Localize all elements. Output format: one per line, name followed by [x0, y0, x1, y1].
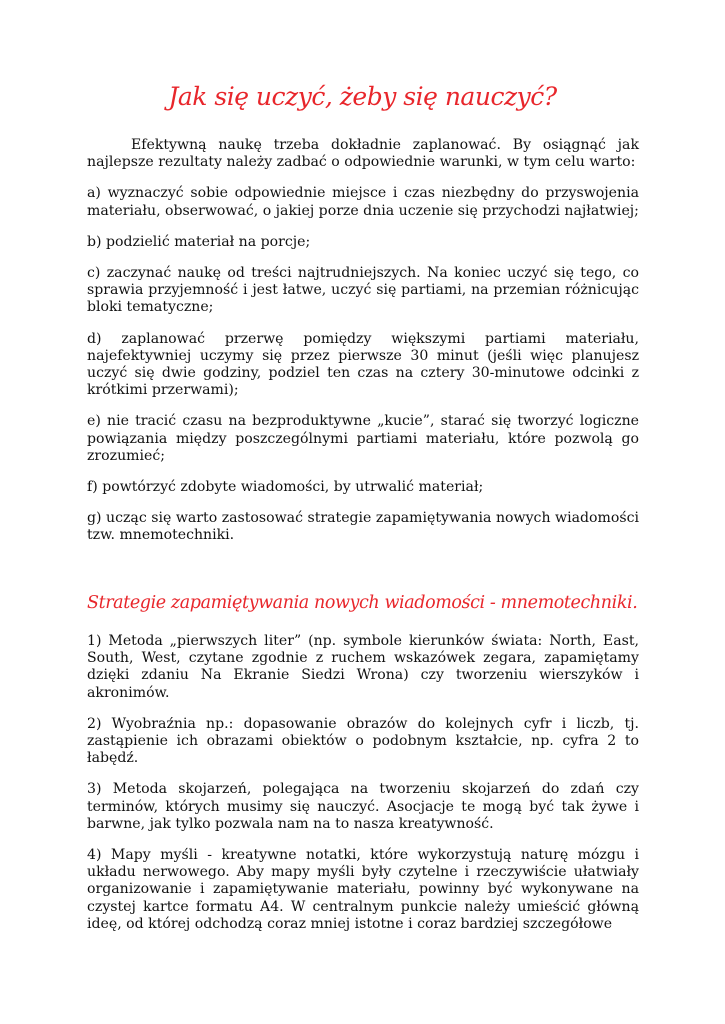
method-item-3: 3) Metoda skojarzeń, polegająca na tworzeniu skojarzeń do zdań czy terminów, których musimy się nauczyć. Asocjacje te mogą być tak żywe i barwne, jak tylko pozwala nam na to nasza kreatywność. [87, 781, 639, 832]
method-item-4: 4) Mapy myśli - kreatywne notatki, które wykorzystują naturę mózgu i układu nerwowego. Aby mapy myśli były czytelne i rzeczywiście ułatwiały organizowanie i zapamiętywanie materiału, powinny być wykonywane na czystej kartce formatu A4. W centralnym punkcie należy umieścić główną ideę, od której odchodzą coraz mniej istotne i coraz bardziej szczegółowe [87, 847, 639, 932]
page-title: Jak się uczyć, żeby się nauczyć? [168, 82, 557, 111]
list-item-a: a) wyznaczyć sobie odpowiednie miejsce i czas niezbędny do przyswojenia materiału, obserwować, o jakiej porze dnia uczenie się przychodzi najłatwiej; [87, 185, 639, 219]
intro-paragraph: Efektywną naukę trzeba dokładnie zaplanować. By osiągnąć jak najlepsze rezultaty należy zadbać o odpowiednie warunki, w tym celu warto: [87, 137, 639, 171]
method-item-1: 1) Metoda „pierwszych liter” (np. symbole kierunków świata: North, East, South, West, czytane zgodnie z ruchem wskazówek zegara, zapamiętamy dzięki zdaniu Na Ekranie Siedzi Wrona) czy tworzeniu wierszyków i akronimów. [87, 633, 639, 701]
list-item-c: c) zaczynać naukę od treści najtrudniejszych. Na koniec uczyć się tego, co sprawia przyjemność i jest łatwe, uczyć się partiami, na przemian różnicując bloki tematyczne; [87, 265, 639, 316]
list-item-e: e) nie tracić czasu na bezproduktywne „kucie”, starać się tworzyć logiczne powiązania między poszczególnymi partiami materiału, które pozwolą go zrozumieć; [87, 413, 639, 464]
methods-section [87, 633, 639, 947]
list-item-d: d) zaplanować przerwę pomiędzy większymi partiami materiału, najefektywniej uczymy się przez pierwsze 30 minut (jeśli więc planujesz uczyć się dwie godziny, podziel ten czas na cztery 30-minutowe odcinki z krótkimi przerwami); [87, 330, 639, 399]
list-item-g: g) ucząc się warto zastosować strategie zapamiętywania nowych wiadomości tzw. mnemotechniki. [87, 510, 639, 544]
list-item-f: f) powtórzyć zdobyte wiadomości, by utrwalić materiał; [87, 479, 484, 496]
list-item-b: b) podzielić materiał na porcje; [87, 233, 311, 250]
method-item-2: 2) Wyobraźnia np.: dopasowanie obrazów do kolejnych cyfr i liczb, tj. zastąpienie ich obrazami obiektów o podobnym kształcie, np. cyfra 2 to łabędź. [87, 715, 639, 767]
section-heading: Strategie zapamiętywania nowych wiadomości - mnemotechniki. [87, 593, 638, 613]
intro-section [87, 137, 639, 559]
